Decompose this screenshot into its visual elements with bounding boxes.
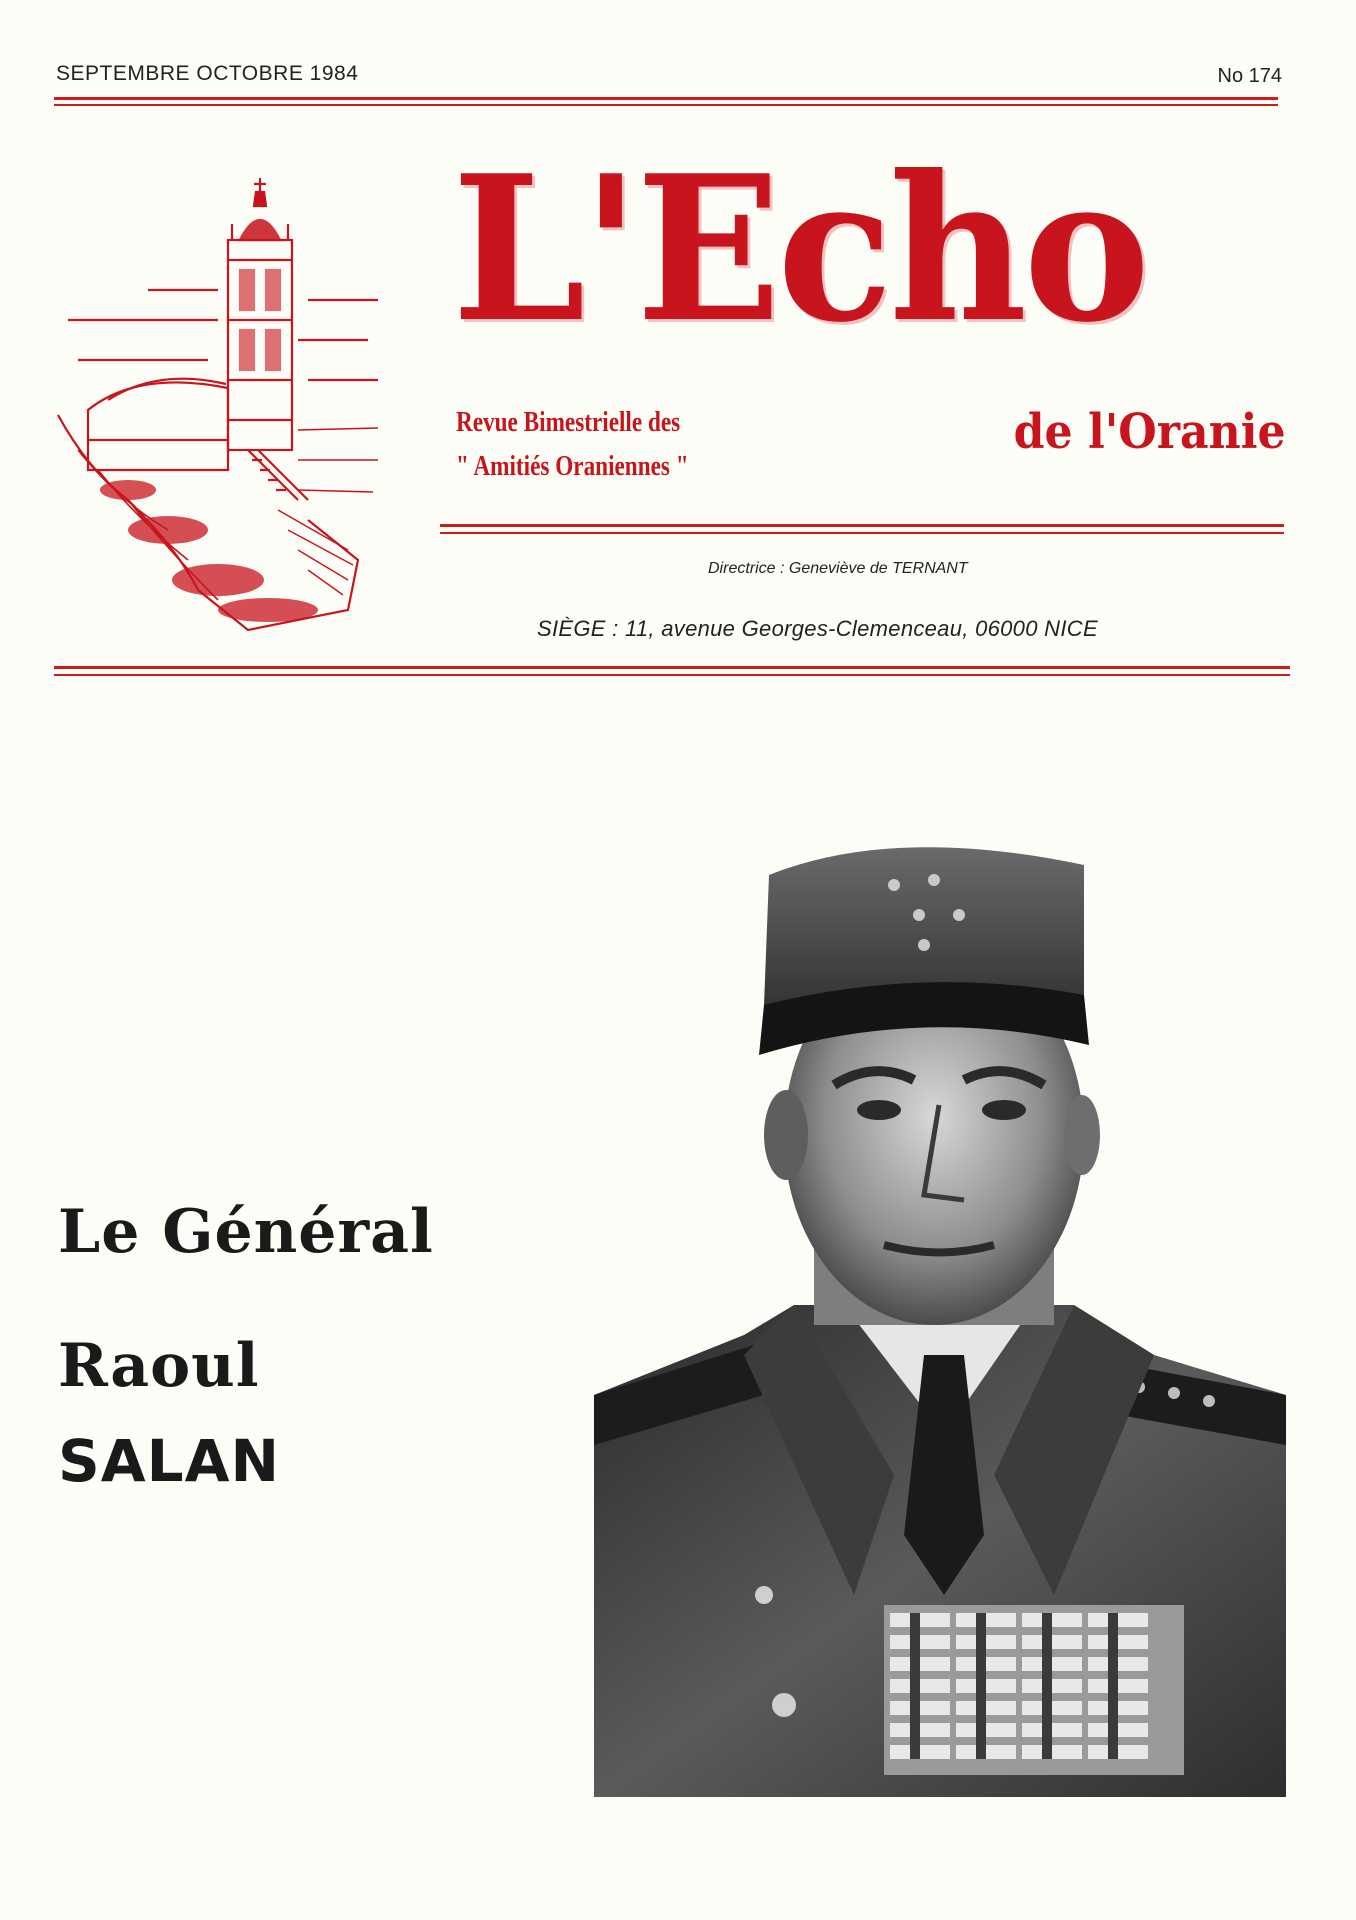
cover-headline-line-1: Le Général bbox=[58, 1197, 434, 1267]
subtitle-line-1: Revue Bimestrielle des bbox=[456, 406, 681, 438]
issue-date: SEPTEMBRE OCTOBRE 1984 bbox=[56, 62, 359, 85]
cover-headline-line-3: SALAN bbox=[58, 1427, 281, 1495]
top-rule-inner bbox=[54, 104, 1278, 106]
masthead-title: L'Echo bbox=[452, 132, 1147, 367]
masthead-rule-inner bbox=[440, 532, 1284, 534]
header-bottom-rule bbox=[54, 666, 1290, 669]
issue-number: No 174 bbox=[1217, 65, 1282, 87]
header-bottom-rule-inner bbox=[54, 674, 1290, 676]
siege-address: SIÈGE : 11, avenue Georges-Clemenceau, 06000 NICE bbox=[537, 616, 1098, 641]
subtitle-line-2: " Amitiés Oraniennes " bbox=[456, 450, 689, 482]
church-illustration bbox=[48, 170, 408, 635]
masthead-rule bbox=[440, 524, 1284, 527]
top-rule bbox=[54, 97, 1278, 100]
masthead-subtitle bbox=[456, 400, 689, 488]
masthead-suffix: de l'Oranie bbox=[1014, 404, 1286, 460]
cover-headline-line-2: Raoul bbox=[58, 1331, 260, 1401]
general-portrait-photo bbox=[594, 835, 1286, 1797]
director-credit: Directrice : Geneviève de TERNANT bbox=[708, 560, 968, 577]
